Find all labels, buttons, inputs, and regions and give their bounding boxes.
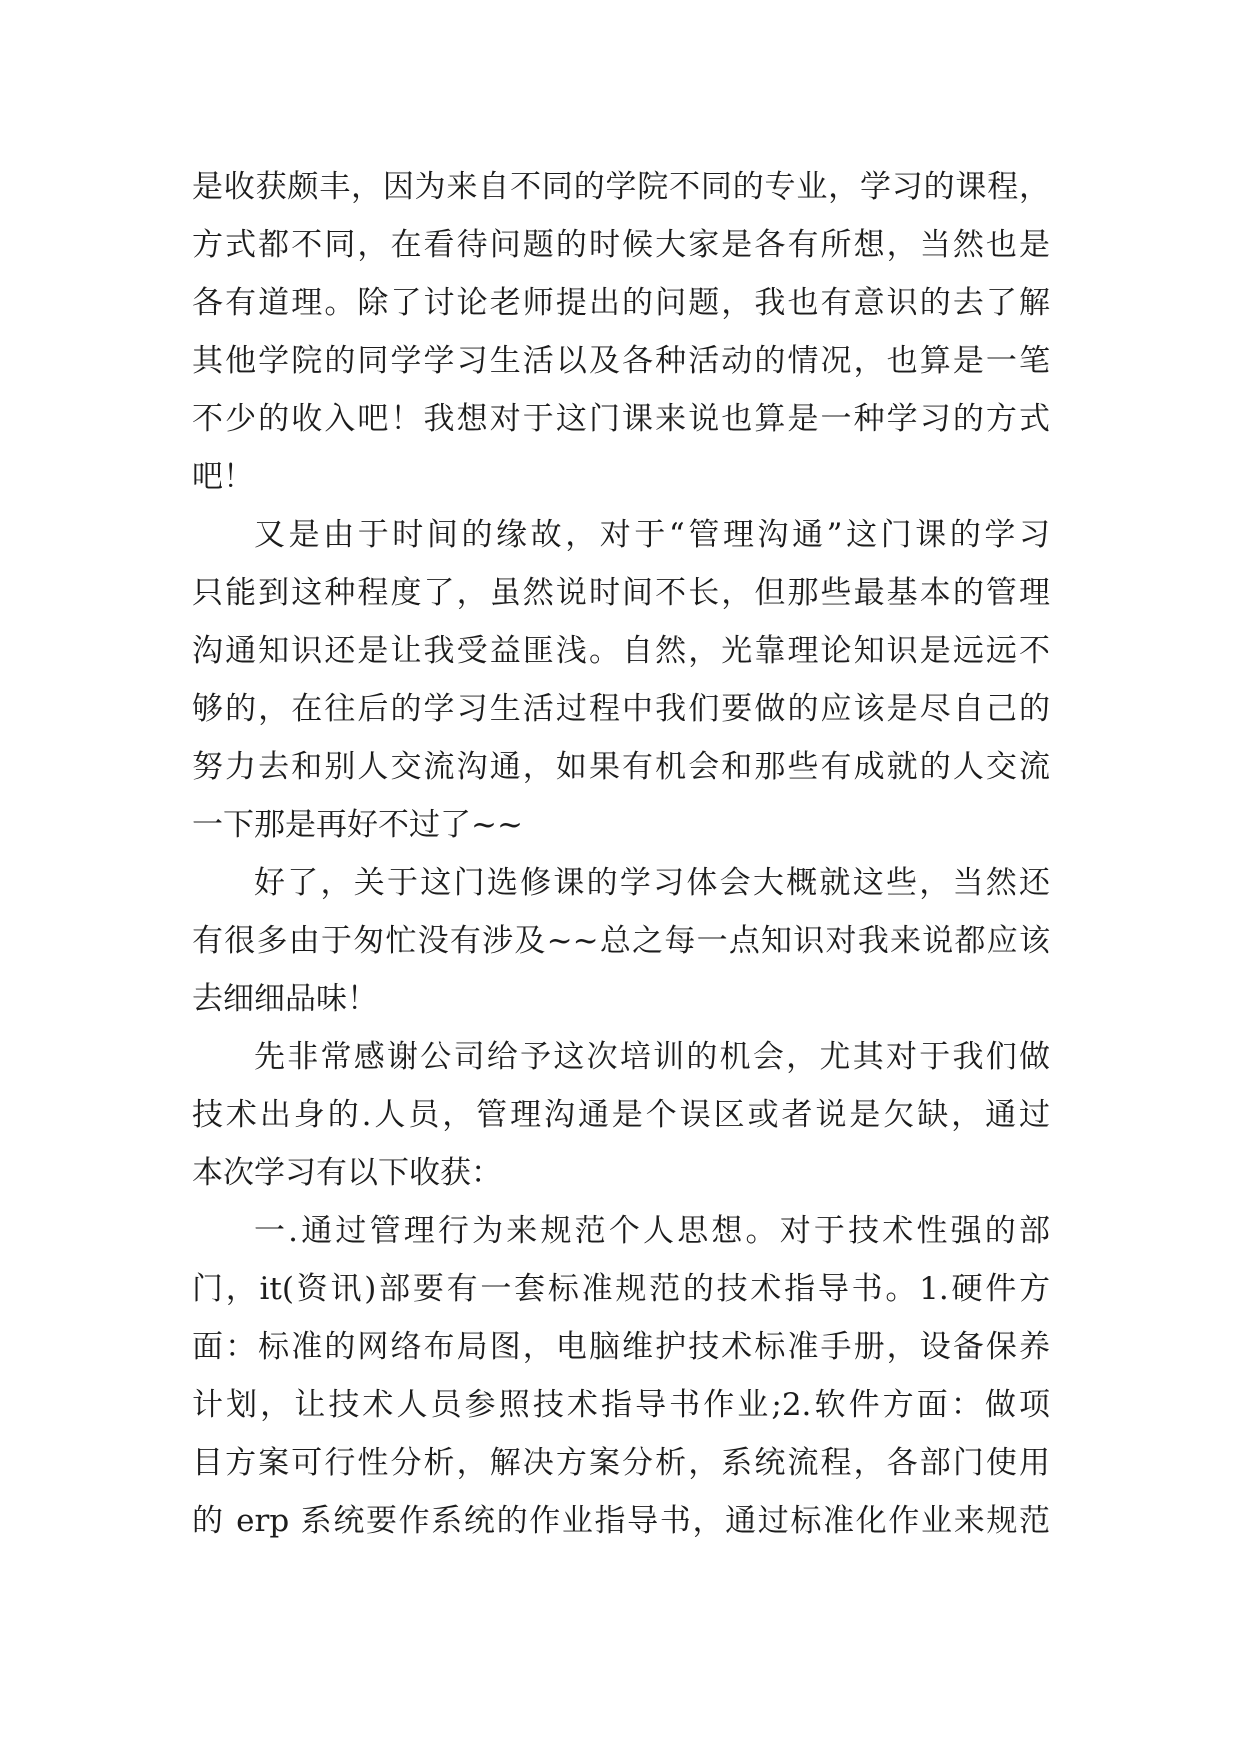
text-line: 努力去和别人交流沟通，如果有机会和那些有成就的人交流: [192, 749, 1050, 785]
text-line: 技术出身的.人员，管理沟通是个误区或者说是欠缺，通过: [192, 1097, 1050, 1133]
paragraph-first-line: 先非常感谢公司给予这次培训的机会，尤其对于我们做: [254, 1039, 1050, 1075]
text-line: 够的，在往后的学习生活过程中我们要做的应该是尽自己的: [192, 691, 1050, 727]
text-line: 吧！: [192, 459, 254, 495]
paragraph-first-line: 一.通过管理行为来规范个人思想。对于技术性强的部: [254, 1213, 1050, 1249]
text-line: 沟通知识还是让我受益匪浅。自然，光靠理论知识是远远不: [192, 633, 1050, 669]
paragraph-first-line: 又是由于时间的缘故，对于“管理沟通”这门课的学习: [254, 517, 1050, 553]
text-line: 目方案可行性分析，解决方案分析，系统流程，各部门使用: [192, 1445, 1050, 1481]
text-line: 其他学院的同学学习生活以及各种活动的情况，也算是一笔: [192, 343, 1050, 379]
paragraph-first-line: 好了，关于这门选修课的学习体会大概就这些，当然还: [254, 865, 1050, 901]
text-line: 门，it(资讯)部要有一套标准规范的技术指导书。1.硬件方: [192, 1271, 1050, 1307]
text-line: 不少的收入吧！我想对于这门课来说也算是一种学习的方式: [192, 401, 1050, 437]
text-line: 有很多由于匆忙没有涉及~~总之每一点知识对我来说都应该: [192, 923, 1050, 959]
text-line: 各有道理。除了讨论老师提出的问题，我也有意识的去了解: [192, 285, 1050, 321]
text-line: 方式都不同，在看待问题的时候大家是各有所想，当然也是: [192, 227, 1050, 263]
text-line: 去细细品味！: [192, 981, 378, 1017]
text-line: 是收获颇丰，因为来自不同的学院不同的专业，学习的课程，: [192, 169, 1050, 205]
text-line: 面：标准的网络布局图，电脑维护技术标准手册，设备保养: [192, 1329, 1050, 1365]
text-line: 本次学习有以下收获：: [192, 1155, 502, 1191]
text-line: 的 erp 系统要作系统的作业指导书，通过标准化作业来规范: [192, 1503, 1050, 1539]
text-line: 一下那是再好不过了~~: [192, 807, 523, 843]
text-line: 计划，让技术人员参照技术指导书作业;2.软件方面：做项: [192, 1387, 1050, 1423]
text-line: 只能到这种程度了，虽然说时间不长，但那些最基本的管理: [192, 575, 1050, 611]
